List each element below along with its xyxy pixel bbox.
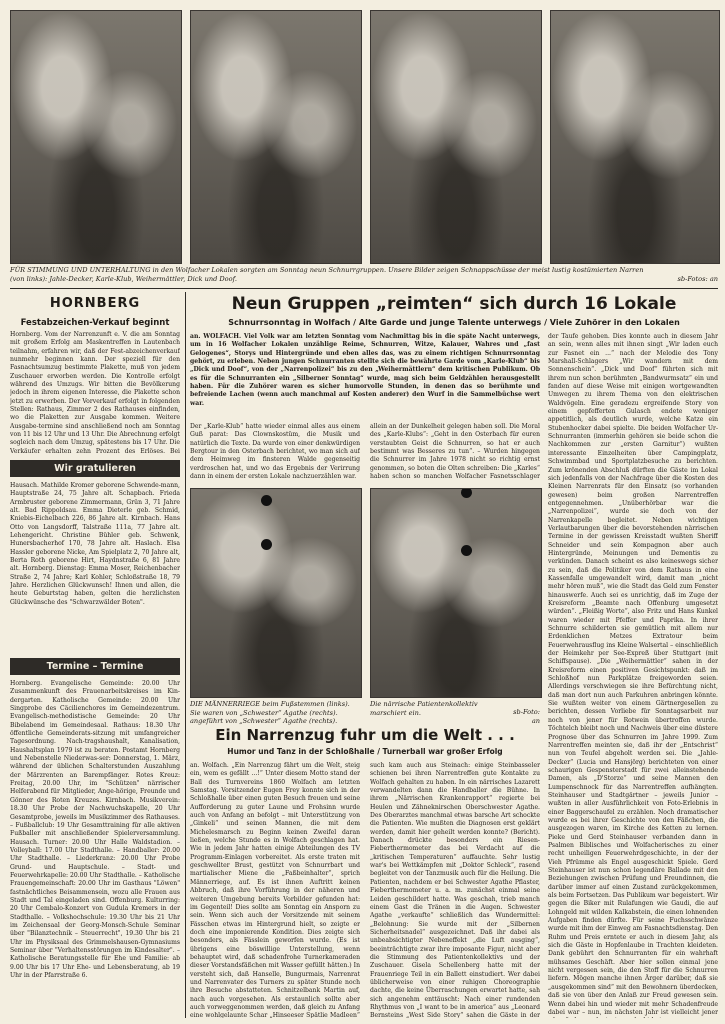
hornberg-subheading: Festabzeichen-Verkauf beginnt (20, 318, 170, 328)
photos-mid-credit: sb-Foto: an (513, 708, 540, 725)
article1-lead: an. WOLFACH. Viel Volk war am letzten Sonntag vom Nachmittag bis in die späte Nacht unterwegs, um in 16 Wolfacher Lokalen unzählige Reime, Schnurren, Witze, Kalauer, Wahres und „fast Gelogenes“, Storys und Hintergründe und eben alles das, was zu einem richtigen Schnurrsonntag gehört, zu erleben. Neben jungen Schnurranten stellte sich die bewährte Garde vom „Karle-Klub“ bis „Dick und Doof“, von der „Narrenpolizei“ bis zu den „Weihermättlern“ dem kritischen Publikum. Ob es für die Schnurranten ein „Silberner Sonntag“ wurde, mag sich beim Geldzählen herausgestellt haben. Für die Zuhörer waren es sicher humorvolle Stunden, in denen das so berühmte und befreiende Lachen (wenn auch manchmal auf Kosten anderer) den Wurf in die Sammelbüchse wert war. (190, 333, 540, 407)
photo-patientenkollektiv (370, 488, 542, 698)
gratulieren-text: Hausach. Mathilde Kromer geborene Schwende-mann, Hauptstraße 24, 75 Jahre alt. Schapbach. Frieda Armbruster geborene Zimmermann, Grün 3, 71 Jahre alt. Bad Rippoldsau. Emma Dieterle geb. Schmid, Kniebis-Eichelbach 226, 86 Jahre alt. Kirnbach. Hans Otto von Langsdorff, Talstraße 111a, 77 Jahre alt. Lehengericht. Christine Bühler geb. Schwenk, Hunersbacherhof 170, 78 Jahre alt. Haslach. Elsa Hassler geborene Nicke, Am Spielplatz 2, 70 Jahre alt, Berta Roth geborene Hirt, Haydnstraße 6, 81 Jahre alt. Hornberg. Dienstag: Emma Moser, Reichenbacher Straße 2, 74 Jahre; Karl Kohler, Schloßstraße 18, 79 Jahre. Herzlichen Glückwunsch! Ihnen und allen, die heute Geburtstag haben, gelten die herzlichsten Glückwünsche des "Schwarzwälder Boten". (10, 482, 180, 606)
hornberg-text: Hornberg. Vom der Narrenzunft e. V. die am Sonntag mit großem Erfolg am Maskentreffen in Lautenbach teilnahm, erfahren wir, daß der Fest-abzeichenverkauf nunmehr beginnen kann. Der speziell für den Fasnachtsumzug bestimmte Plakette, muß von jedem Zuschauer erworben werden. Die Kontrolle erfolgt während des Umzugs. Wir bitten die Bevölkerung jedoch in ihrem eigenen Interesse, die Plakette schon jetzt zu erwerben. Der Vorverkauf erfolgt in folgenden Stellen: Rathaus, Zimmer 2 des Rathauses einfinden, wo die Plaketten zur Ausgabe kommen. Weitere Ausgabe-termine sind anschließend noch am Sonntag von 11 bis 12 Uhr und 13 Uhr. Die Abrechnung erfolgt sogleich nach dem Umzug, spätestens bis 17 Uhr. Die Verkäufer erhalten zehn Prozent des Erlöses. Bei (10, 331, 180, 455)
photos-top-credit: sb-Fotos: an (677, 275, 718, 283)
hornberg-heading: HORNBERG (49, 296, 141, 311)
article1-subheadline: Schnurrsonntag in Wolfach / Alte Garde und junge Talente unterwegs / Viele Zuhörer in den Lokalen (228, 318, 680, 327)
photos-mid-caption: DIE MÄNNERRIEGE beim Fußstemmen (links). Sie waren von „Schwester“ Agathe (rechts). angeführt von „Schwester“ Agathe (rechts). (190, 700, 350, 726)
article2-subheadline: Humor und Tanz in der Schloßhalle / Turnerball war großer Erfolg (227, 747, 503, 756)
top-divider (10, 288, 718, 289)
termine-text: Hornberg. Evangelische Gemeinde: 20.00 Uhr Zusammenkunft des Frauenarbeitskreises im Kin-dergarten. Katholische Gemeinde: 20.00 Uhr Singprobe des Cäcilienchores im Gemeindezentrum. Evangelisch-methodistische Gemeinde: 20 Uhr Bibelabend im Gemeindesaal. Rathaus: 18.30 Uhr öffentliche Gemeinderats-sitzung mit umfangreicher Tagesordnung. Nach-tragshaushalt, Kanalisation, Haushaltsplan 1979 ist zu beraten. Postamt Hornberg und Nebenstelle Niederwas-ser: Donnerstag, 1. März, während der üblichen Schalterstunden Auszahlung der Märzrenten an Barempfänger. Rotes Kreuz: Freitag, 20.00 Uhr, im "Schützen" närrischer Helferabend für Mitglieder, Ange-hörige, Freunde und Gönner des Roten Kreuzes. Kirnbach. Musikverein: 18.30 Uhr Probe der Nachwuchskapelle, 20 Uhr Gesamtprobe, jeweils im Musikzimmer des Rathauses. – Fußballclub: 19 Uhr Gesamttraining für alle aktiven Fußballer mit anschließender Spielerversammlung. Hausach. Turner: 20.00 Uhr Halle Waldstadion. – Volleyball: 17.00 Uhr Stadthalle. – Handballer: 20.00 Uhr Stadthalle. – Liederkranz: 20.00 Uhr Probe Grund- und Hauptschule. – Stadt- und Feuerwehrkapelle: 20.00 Uhr Stadthalle. – Katholische Frauengemeinschaft: 20.00 Uhr im Gasthaus "Löwen" fastnächtliches Beisammensein, wozu alle Frauen aus Stadt und Tal eingeladen sind. Offenburg. Kulturring: 20 Uhr Cembalo-Konzert von Gudula Kremers in der Stadthalle. – Volkshochschule: 19.30 Uhr bis 21 Uhr im Zeichensaal der Georg-Monsch-Schule Seminar über "Bilanztechnik – Steuerrecht", 19.30 Uhr bis 21 Uhr im Physiksaal des Grimmelshausen-Gymnasiums Seminar über "Verhaltensstörungen im Kindesalter". – Katholische Beratungsstelle für Ehe und Familie: ab 9.00 Uhr bis 17 Uhr Ehe- und Lebensberatung, ab 19 Uhr in der Pfarrstraße 6. (10, 680, 180, 980)
photos-mid-caption-right: Die närrische Patientenkollektiv marschiert ein. (370, 700, 478, 717)
article2-col2: such kam auch aus Steinach: einige Steinbasseler schienen bei ihren Narrentreffen gute Kontakte zu Wolfach gehalten zu haben. In ein närrisches Lazarett verwandelten dann die Handballer die Bühne. In ihrem „Närrischen Krankenrapport“ regierte bei Heulen und Zähneknirschen Oberschwester Agathe. Des Oberarztes manchmal etwas barsche Art schockte die Patienten. Wie mußten die Diagnosen erst geklärt werden, damit hier geheilt werden konnte? (Bericht). Danach drückte besonders ein Riesen-Fieberthermometer das bei Verdacht auf die „kritischen Temperaturen“ auffauchte. Sehr lustig war's bei Wettkämpfen mit „Doktor Schleck“, rasend begleitet von der Tanzmusik auch für die Heilung. Die Patienten, nachdem er bei Schwester Agathe Pflaster, Fieberthermometer u. a. m. zunächst einmal seine Leiden geschildert hatte. Was geschah, trieb manch einem Gast die Tränen in die Augen. Schwester Agathe „verkaufte“ schließlich das Wundermittel: „Belohnung: Sie wurde mit der „Silbernen Sicherheitsnadel“ ausgezeichnet. Daß ihr dabei als unbeabsichtigter Nebeneffekt „die Luft ausging“, beeinträchtigte zwar ihre imposante Figur, nicht aber die Stimmung des Patientenkollektivs und der Zuschauer. Gisela Schellenberg hatte mit der Frauenriege Teil in ein Ballett einstudiert. Wer dabei üblicherweise von einer ruhigen Choreographie dachte, die keine Überraschungen erwartet hatte, sah sich angenehm enttäuscht: Nach einer rundenden Rhythmus von „I want to be in america“ aus „Leonard Bernsteins „West Side Story“ sahen die Gäste in der (370, 762, 540, 1018)
gratulieren-heading: Wir gratulieren (10, 460, 180, 477)
photo-maennerriege (190, 488, 362, 698)
photo-weihermaettler (370, 10, 542, 264)
termine-heading: Termine – Termine (10, 658, 180, 675)
article1-col3: der Taufe gehoben. Dies konnte auch in diesem Jahr an sein, wenn alles mit ihnen singt „Wir laden euch zur Fasnet ein ...“ nach der Melodie des Tony Marshall-Schlagers „Wir wandern mit dem Sonnenschein“. „Dick und Doof“ führten sich mit ihrem nun schon berühmten „Bandwurmsatz“ ein und fanden auf diese Weise mit einigen wortgewandten Umwegen zu ihrem Thema von den elektrischen Waldvögeln. Eine geradezu ergreifende Story von einem gepfefferten Gulasch endete weniger appetitlich, als deutlich wurde, welche Katze ein Stubenhocker dabei spielte. Die beiden Wolfacher Ur-Schnurranten (immerhin gehören sie beide schon die Nachkommen zur „ersten Garnitur“) wußten interessante Einzelheiten über Campingplatz, Schwimmbad und Sportplatzbesuche zu berichten. Zum krönenden Abschluß dürften die Gäste im Lokal sich jedenfalls von der Nachfrage über die Kosten des Kleinen Narrenrats für den Einsatz (so vorhanden gewesen) beim großen Narrentreffen entgegennehmen. „Unüberhörbar war die „Narrenpolizei“, wurde sie doch von der Narrenkapelle begleitet. Neben wichtigen Verlautbarungen über die bevorstehenden närrischen Termine in der gewissen Kreisstadt wußten Sheriff Schneider und sein Kompagnon aber auch Hintergründe, Meinungen und Dementis zu verkünden. Danach scheint es also keineswegs sicher zu sein, daß die Politiker von dem Rathaus in eine Kassenfalle umgewandelt wird, damit man „nicht mehr hören muß“, wie die Stadt das Geld zum Fenster hinauswerfe. Auch sei es unrichtig, daß im Zuge der Kreisreform „Beamte nach Offenburg umgesetzt würden“. „Fleißig Worte“, also Fritz und Hans Kunkel waren wieder mit Pfeffer und Paprika. In ihrer Schnurre schilderten sie gemütlich mit allem nur Erdenklichen Metzes Extratour beim Feuerwehrausflug ins Kleine Walsertal – einschließlich der Heimkehr per See-Expreß über Stuttgart (mit Schiffspause). „Die „Weihermättler“ sahen in der Kreisreform einen positiven Gesichtspunkt: daß im Schloßhof nun Parkplätze freigeworden seien. Allerdings verschwiegen sie ihre Befürchtung nicht, daß man dort nun auch Parkuhren anbringen könnte. Sie wußten weiter von einem Gärtnergesellen zu berichten, dessen Vorliebe für Sonntagsarbeit nur noch von jener für Rotwein übertroffen wurde. Töchtelch bleibt noch und Nachweis über eine düstere Prognose über das Schnurren im Jahre 1999. Zum Narrentreffen meinten sie, daß ihr der „Entschrist“ nun von Teufel abgeholt werden sei. Die „Jahle-Decker“ (Lucia und Hansjörg) berichteten von einer schaurigen Gespensterstadt für zwei alleinstehende Damen, als „D'Storze“ und seine Mannen den Lumpenschnock für das Narrentreffen aufhängten. Steinhauser und Stadtgärtner – jeweils Junior – wußten in aller Ausführlichkeit von Foto-Erlebnis in einer Baggerschaufel zu erzählen. Noch dramatischer wurde es bei ihrer Geschichte von den Fäßchen, die ausgezogen waren, im Kirche des Ketten zu lernen. Pieke und Gerd Steinhauser verbanden dann in Psalmen Biblisches und Wolfacherisches zu einer recht unheiligen Feuerwehrdgeschichte, in der der Vieh Pfrümme als Engel ausgeschickt Spiele. Gerd Steinhauser ist nun schon legendäre Ballade mit den Beziehungen zwischen Prüfung und Freundinnen, die darüber immer auf einen Zustand zurückgekommen, als beim Fortsetzen. Das Publikum war begeistert. Wir gegen die Biker mit Rulafungen wie Gaudi, die auf Lohngeld mit wilden Kalkabstein, die einen lohnenden Aufgaben finden dürfte. Für seine Fuchsschwänze wurde mit ihm der Einweg am Fasnachtsdienstag. Den Ruhm und Preis erntete er auch in diesem Jahr, als sich die Gäste in Hopfenlaube in Trachten kleideten. Dank gebührt den Schnurranten für ein wahrhaft mühsames Geschäft. Aber hier sollen einmal jene nicht vergessen sein, die den Stoff für die Schnurren liefern. Mögen manche ihnen Ärger darüber, daß sie „ausgekommen sind“ mit den Bewohnern überdecken, daß sie von über den Anlaß zur Freud gewesen sein. Wenn dabei hin und wieder mit mehr Schadenfreude dabei war – nun, im nächsten Jahr ist vielleicht jener (548, 333, 718, 1016)
photo-karle-klub (190, 10, 362, 264)
photo-dick-und-doof (550, 10, 720, 264)
article2-col1: an. Wolfach. „Ein Narrenzug fährt um die Welt, steig ein, wem es gefällt ...!“ Unter diesem Motto stand der Ball des Turnvereins 1860 Wolfach am letzten Samstag. Vorsitzender Eugen Frey konnte sich in der Schloßhalle über einen guten Besuch freuen und seine Aufforderung zu guter Laune und Frohsinn wurde auch von Anfang an befolgt – mit Unterstützung von „Ginkeli“ und seinen Mannen, die mit dem Michelesmarsch zu Beginn keinen Zweifel daran ließen, welche Stunde es in Wolfach geschlagen hat. Wie in jedem Jahr hatten einige Abteilungen des TV Programm-Einlagen vorbereitet. Als erste traten mit geschwellter Brust, gestützt von Schnurrbart und martialischer Miene die „Faßbeinhalter“, sprich Männerriege, auf. Es ist ihnen Auftritt keinen Abbruch, daß ihre Vorführung in der näheren und weiteren Umgebung bereits Vorbilder gefunden hat: im Gegenteil! Dies sollte am Sonntag ein Ansporn zu sein. Wenn sich auch der Vorsitzende mit seinem Fässchen etwas im Hintergrund hielt, so zeigte er doch eine imponierende Kondition. Dies zeigte sich besonders, als Fässlein geworfen wurde. (Es ist übrigens eine böswillige Unterstellung, wenn behauptet wird, daß schadenfrohe Turnerkameraden dieser Vorstandsfäßchen mit Wasser gefüllt hätten.) In versteht sich, daß Hanselle, Bungurmais, Narrenrat und Narrenvater des Turners zu später Stunde noch ihre Besuche abstatteten. Schnitzelbank Martin auf, nach auch vorgesehen. Als erstaunlich sollte aber auch vorweggenommen werden, daß gleich zu Anfang eine wohlgelaunte Schar „Hinseeser Spätlie Madleen“ (190, 762, 360, 1018)
photo-marker-dot (461, 488, 472, 498)
article1-col2: allein an der Dunkelheit gelegen haben soll. Die Moral des „Karle-Klubs“: „Geht in den Osterbach für euren verstaubten Geist die Schnurren, so hat er auch bestimmt was Besseres zu tun“. – Wurden hingegen die Schnurrer im Jahre 1978 nicht so richtig ernst genommen, so boten die Olten schreiben: Die „Karles“ haben schon so manchen Wolfacher Fasnetsschlager (370, 423, 540, 481)
photos-top-caption: FÜR STIMMUNG UND UNTERHALTUNG in den Wolfacher Lokalen sorgten am Sonntag neun Schnurrgruppen. Unsere Bilder zeigen Schnappschüsse der meist lustig kostümierten Narren (von links): Jahle-Decker, Karle-Klub, Weihermättler, Dick und Doof. (10, 266, 644, 283)
photo-marker-dot (461, 545, 472, 556)
photo-marker-dot (261, 539, 272, 550)
article1-col1: Der „Karle-Klub“ hatte wieder einmal alles aus einem Guß parat: Das Clownskostüm, die Musik und natürlich die Texte. Da wurde von einer denkwürdigen Bergtour in den Osterbach berichtet, wo man sich auf dem Heimweg im finsteren Walde gegenseitig verdroschen hat, und wo das Ergebnis der Verirrung dann in einem der ersten Lokale nachzuerzählen war. (190, 423, 360, 481)
article1-headline: Neun Gruppen „reimten“ sich durch 16 Lokale (231, 294, 677, 314)
article2-headline: Ein Narrenzug fuhr um die Welt . . . (215, 726, 515, 744)
left-column-rule (185, 292, 186, 1018)
photo-jahle-decker (10, 10, 182, 264)
photo-marker-dot (261, 495, 272, 506)
